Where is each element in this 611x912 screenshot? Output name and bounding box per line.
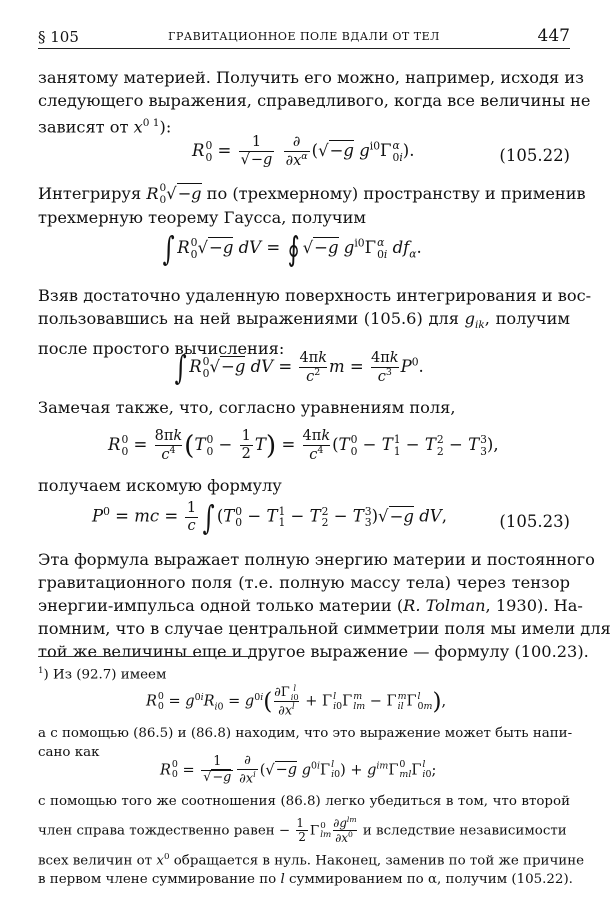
footnote-paragraph-1: а с помощью (86.5) и (86.8) находим, что это выражение может быть напи- сано как [38,726,573,760]
equation-105-22: R 0 0 = $\frac{1}{√-g}$ $\frac{\partial}{\partial x^\alpha}$ (√−g $g^{i0}\Gamma$ α 0i ). [192,134,415,169]
paragraph-5: получаем искомую формулу [38,476,282,495]
footnote-equation-1: R 0 0 = $g^{0i}R_{i0} = g^{0i}$( ∂Γ l i0 $\partial x^l$ + Γ l i0 Γ m lm − Γ m il Γ l 0m ), [146,683,447,719]
footnote-rule [38,656,250,657]
equation-number-105-22: (105.22) [499,146,570,165]
equation-gauss: ∫ R 0 0 √−g dV = ∮ √−g $g^{i0}\Gamma$ α 0i $df_\alpha$. [162,229,422,268]
paragraph-2: Интегрируя R 0 0 √−g по (трехмерному) пространству и применив трехмерную теорему Гаусса, получим [38,182,586,227]
footnote-paragraph-4: всех величин от $x^0$ обращается в нуль. Наконец, заменив по той же причине в первом члене суммирование по l суммированием по α, получим (105.22). [38,852,585,888]
footnote-paragraph-3: член справа тождественно равен − $\frac{1}{2}$ Γ 0 lm $\frac{\partial g^{lm}}{\partial x^0}$ и вследствие независимости [38,815,567,846]
footnote-equation-2: R 0 0 = $\frac{1}{√-g}$ $\frac{\partial}{\partial x^i}$ (√−g $g^{0i}\Gamma$ l i0 ) + $g^{im}\Gamma$ 0 ml Γ l i0 ; [160,753,437,786]
footnote-paragraph-2: с помощью того же соотношения (86.8) легко убедиться в том, что второй [38,794,570,809]
equation-number-105-23: (105.23) [499,512,570,531]
running-title: ГРАВИТАЦИОННОЕ ПОЛЕ ВДАЛИ ОТ ТЕЛ [168,30,440,43]
equation-integral-p0: ∫ R 0 0 √−g dV = $\frac{4\pi k}{c^2}$ m = $\frac{4\pi k}{c^3}$ $P^0$. [174,348,424,388]
paragraph-4: Замечая также, что, согласно уравнениям поля, [38,398,456,417]
page-number: 447 [537,26,570,46]
equation-field: R 0 0 = $\frac{8\pi k}{c^4}$ (T 0 0 − $\frac{1}{2}$ T) = $\frac{4\pi k}{c^4}$ (T 0 0 − T 1 1 − T 2 2 − T 3 3 ), [108,428,499,463]
section-number: § 105 [38,28,79,46]
paragraph-6: Эта формула выражает полную энергию материи и постоянного гравитационного поля (т.е. полную массу тела) через тензор энергии-импульса одной только материи (R. Tolman, 1930). На- помним, что в случае центральной симметрии поля мы имели для той же величины еще и другое выражение — формулу (100.23). [38,550,611,661]
paragraph-1: занятому материей. Получить его можно, например, исходя из следующего выражения, справедливого, когда все величины не зависят от $x^0$ $^1$): [38,68,591,137]
footnote-intro: $^1$) Из (92.7) имеем [38,666,167,683]
paragraph-3: Взяв достаточно удаленную поверхность интегрирования и вос- пользовавшись на ней выражениями (105.6) для $g_{ik}$, получим после простого вычисления: [38,286,592,359]
page-header [38,26,570,49]
equation-105-23: $P^0$ = mc = $\frac{1}{c}$ ∫ (T 0 0 − T 1 1 − T 2 2 − T 3 3 )√−g dV, [92,497,447,537]
